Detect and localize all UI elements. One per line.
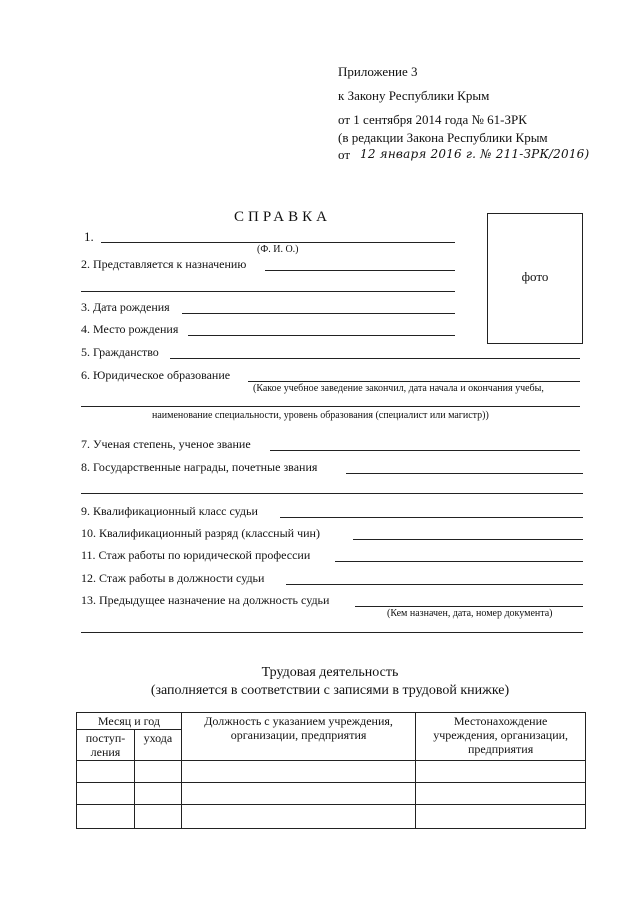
table-row: [77, 805, 586, 829]
field-12-line[interactable]: [286, 584, 583, 585]
field-2-label: 2. Представляется к назначению: [81, 257, 247, 271]
field-3-label: 3. Дата рождения: [81, 300, 170, 314]
table-cell[interactable]: [134, 783, 181, 805]
table-cell[interactable]: [181, 805, 415, 829]
field-4-line[interactable]: [188, 335, 455, 336]
field-12-label: 12. Стаж работы в должности судьи: [81, 571, 265, 585]
header-law: к Закону Республики Крым: [338, 88, 490, 103]
table-cell[interactable]: [77, 761, 135, 783]
col-start: поступ- ления: [77, 730, 135, 761]
field-4-label: 4. Место рождения: [81, 322, 179, 336]
field-6-hint-2: наименование специальности, уровень образования (специалист или магистр)): [152, 410, 489, 421]
table-row: [77, 761, 586, 783]
field-7-label: 7. Ученая степень, ученое звание: [81, 437, 251, 451]
field-10-label: 10. Квалификационный разряд (классный чин): [81, 526, 320, 540]
field-13-label: 13. Предыдущее назначение на должность судьи: [81, 593, 330, 607]
table-cell[interactable]: [416, 761, 586, 783]
col-month-year: Месяц и год: [77, 713, 182, 730]
col-end: ухода: [134, 730, 181, 761]
work-table: [76, 712, 586, 829]
col-position: Должность с указанием учреждения, организации, предприятия: [181, 713, 415, 761]
field-6-hint-1: (Какое учебное заведение закончил, дата начала и окончания учебы,: [253, 383, 544, 394]
field-6-label: 6. Юридическое образование: [81, 368, 231, 382]
field-5-line[interactable]: [170, 358, 580, 359]
field-8-label: 8. Государственные награды, почетные звания: [81, 460, 318, 474]
field-6-line[interactable]: [248, 381, 580, 382]
form-title: СПРАВКА: [234, 209, 331, 225]
field-5-label: 5. Гражданство: [81, 345, 159, 359]
table-cell[interactable]: [134, 805, 181, 829]
field-2-line[interactable]: [265, 270, 455, 271]
work-subtitle: (заполняется в соответствии с записями в трудовой книжке): [150, 683, 510, 698]
field-7-line[interactable]: [270, 450, 580, 451]
table-cell[interactable]: [181, 761, 415, 783]
header-edition-from: от: [338, 147, 351, 162]
table-cell[interactable]: [181, 783, 415, 805]
table-cell[interactable]: [134, 761, 181, 783]
table-header-row-1: [77, 713, 586, 730]
field-1-number: 1.: [84, 229, 94, 244]
field-9-label: 9. Квалификационный класс судьи: [81, 504, 258, 518]
field-11-label: 11. Стаж работы по юридической профессии: [81, 548, 311, 562]
field-11-line[interactable]: [335, 561, 583, 562]
fio-line[interactable]: [101, 242, 455, 243]
photo-label: фото: [521, 269, 549, 284]
field-6-line-2[interactable]: [81, 406, 580, 407]
field-13-hint: (Кем назначен, дата, номер документа): [387, 608, 553, 619]
field-10-line[interactable]: [353, 539, 583, 540]
fio-hint: (Ф. И. О.): [257, 244, 299, 255]
field-13-line-2[interactable]: [81, 632, 583, 633]
table-cell[interactable]: [77, 783, 135, 805]
photo-box: [487, 213, 583, 344]
col-location: Местонахождение учреждения, организации, предприятия: [416, 713, 586, 761]
field-8-line-2[interactable]: [81, 493, 583, 494]
table-cell[interactable]: [77, 805, 135, 829]
work-title: Трудовая деятельность: [261, 665, 399, 680]
field-9-line[interactable]: [280, 517, 583, 518]
table-cell[interactable]: [416, 783, 586, 805]
field-8-line[interactable]: [346, 473, 583, 474]
header-edition: (в редакции Закона Республики Крым: [338, 130, 548, 145]
field-2-line-2[interactable]: [81, 291, 455, 292]
field-3-line[interactable]: [182, 313, 455, 314]
field-13-line[interactable]: [355, 606, 583, 607]
header-appendix: Приложение 3: [338, 64, 418, 79]
header-date: от 1 сентября 2014 года № 61-ЗРК: [338, 112, 527, 127]
table-cell[interactable]: [416, 805, 586, 829]
handwritten-edition-date: 12 января 2016 г. № 211-ЗРК/2016): [360, 147, 590, 161]
table-row: [77, 783, 586, 805]
